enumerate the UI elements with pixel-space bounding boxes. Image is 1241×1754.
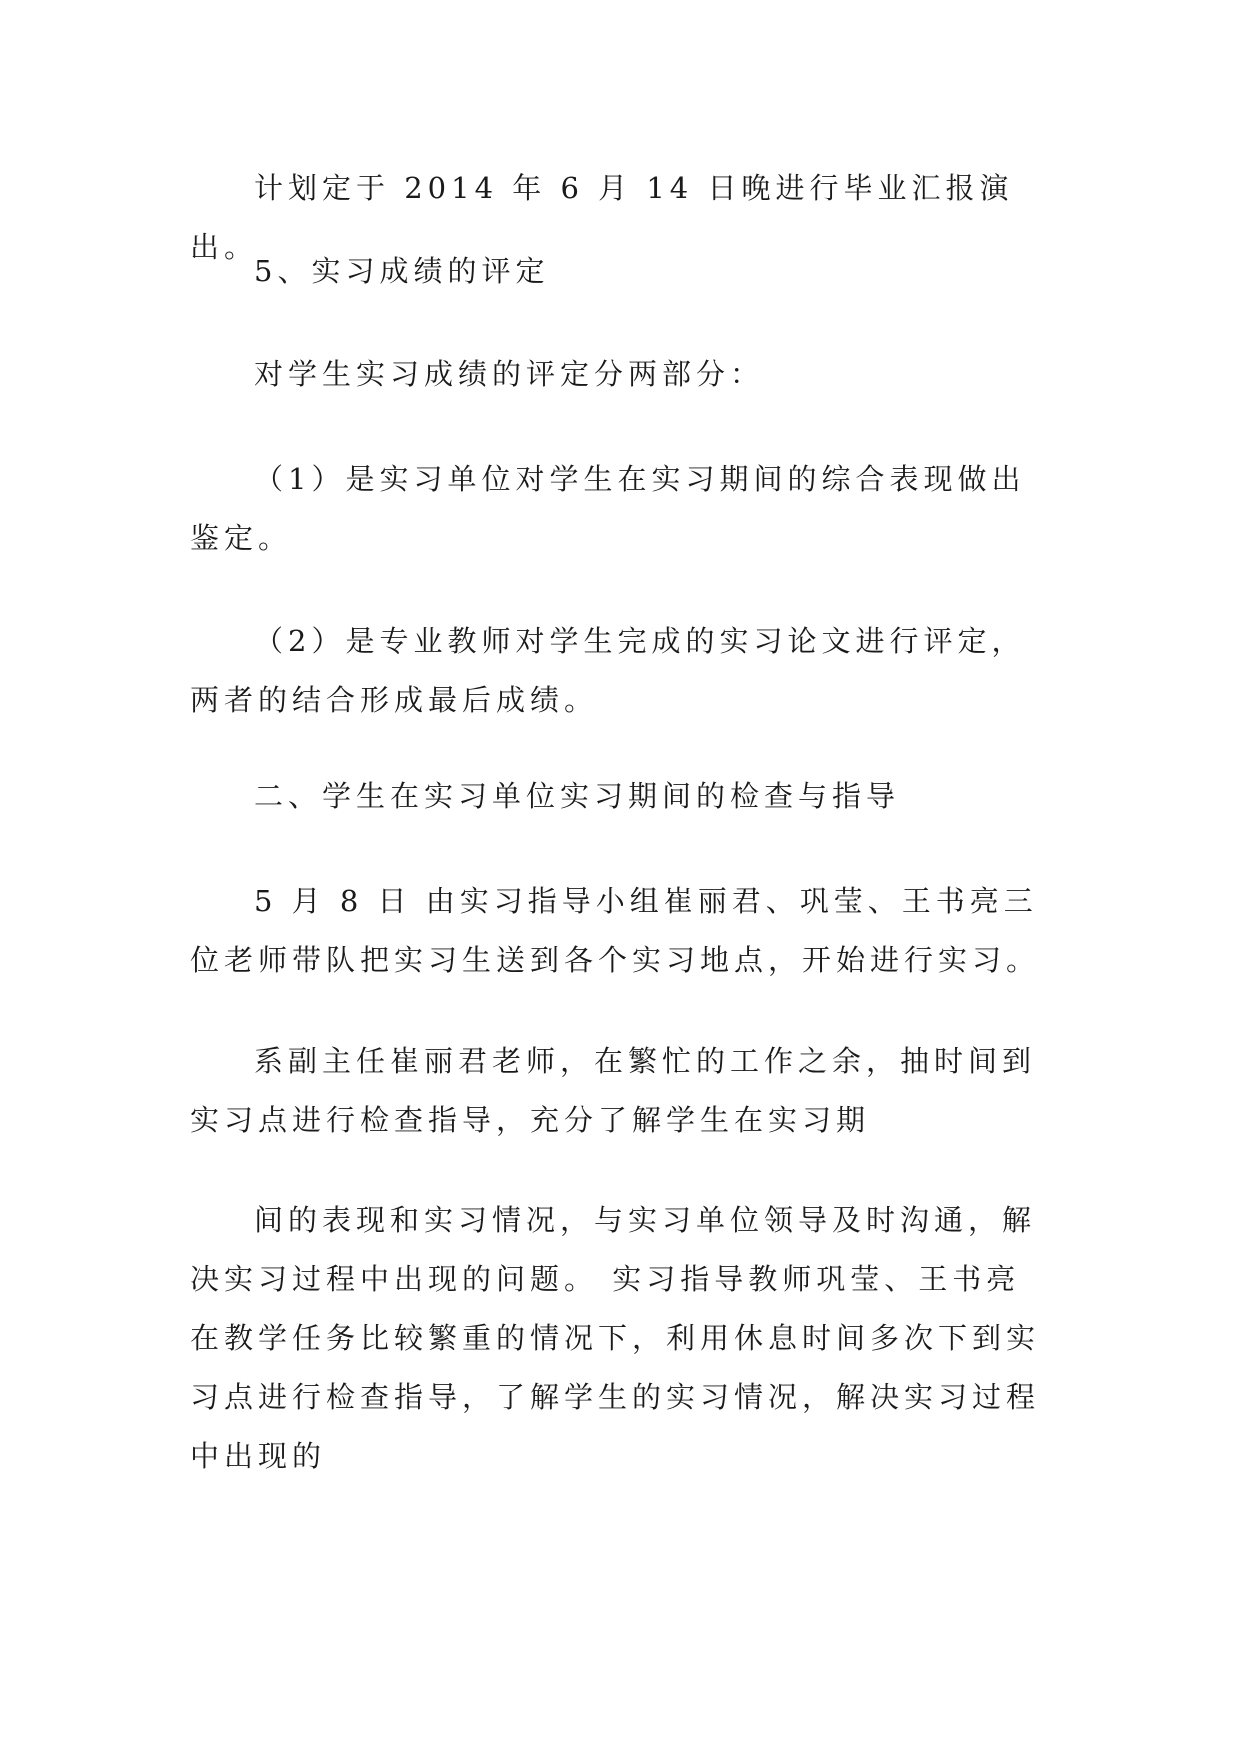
paragraph-may-8: 5 月 8 日 由实习指导小组崔丽君、巩莹、王书亮三位老师带队把实习生送到各个实习地点，开始进行实习。: [190, 884, 1041, 977]
section-heading-grade-evaluation: 5、实习成绩的评定: [254, 254, 550, 288]
paragraph-evaluation-part-1: （1）是实习单位对学生在实习期间的综合表现做出鉴定。: [190, 462, 1026, 555]
paragraph-performance-plan: 计划定于 2014 年 6 月 14 日晚进行毕业汇报演出。: [190, 171, 1014, 264]
paragraph-evaluation-parts: 对学生实习成绩的评定分两部分：: [254, 357, 765, 391]
paragraph-director-inspection: 系副主任崔丽君老师，在繁忙的工作之余，抽时间到实习点进行检查指导，充分了解学生在实习期: [190, 1044, 1037, 1137]
section-heading-inspection-guidance: 二、学生在实习单位实习期间的检查与指导: [254, 779, 901, 813]
paragraph-evaluation-part-2: （2）是专业教师对学生完成的实习论文进行评定，两者的结合形成最后成绩。: [190, 624, 1026, 717]
paragraph-performance-communication: 间的表现和实习情况，与实习单位领导及时沟通，解决实习过程中出现的问题。 实习指导教师巩莹、王书亮在教学任务比较繁重的情况下，利用休息时间多次下到实习点进行检查指导，了解学生的实习情况，解决实习过程中出现的: [190, 1203, 1041, 1473]
